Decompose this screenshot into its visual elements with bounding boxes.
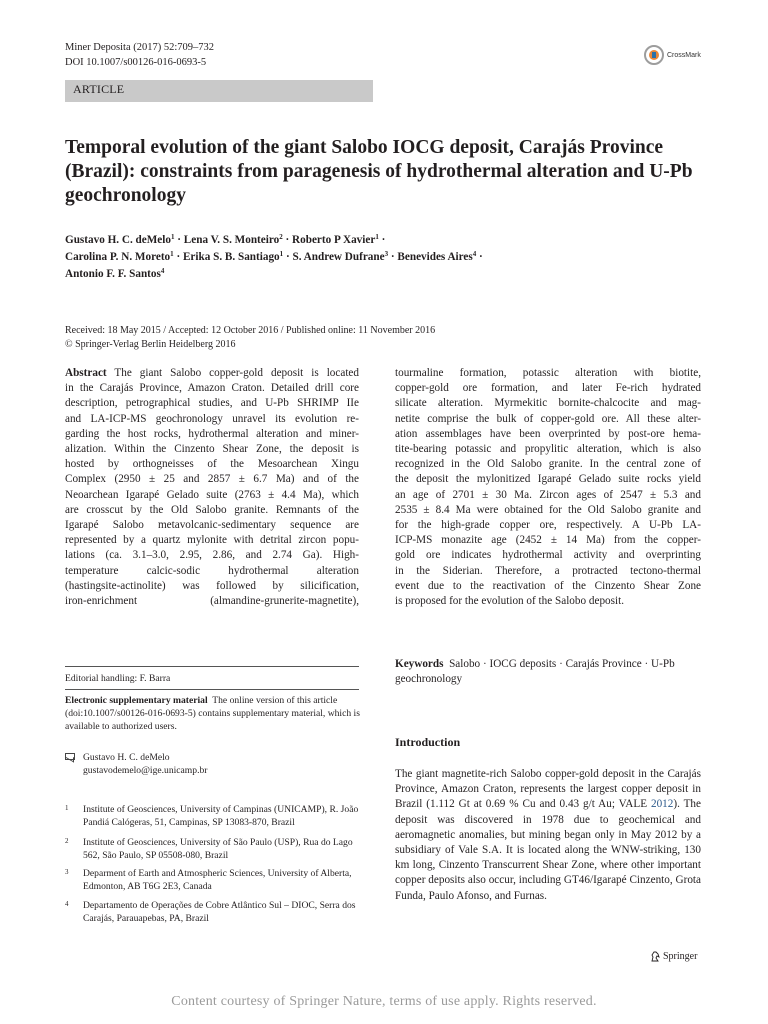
dates-line: Received: 18 May 2015 / Accepted: 12 October 2016 / Published online: 11 November 2016 xyxy=(65,325,436,336)
springer-horse-icon xyxy=(651,951,660,962)
abstract-line: in the Carajás Province, Amazon Craton. Detailed drill core xyxy=(65,382,359,395)
abstract-line: Igarapé Salobo metavolcanic-sedimentary sequence are xyxy=(65,519,359,532)
publisher-mark xyxy=(651,951,697,962)
affiliation: 1 Institute of Geosciences, University of Campinas (UNICAMP), R. João Pandiá Calógeras, 51, Campinas, SP 13083-870, Brazil xyxy=(65,804,359,828)
abstract-line: description, petrographical studies, and U-Pb SHRIMP IIe xyxy=(65,397,359,410)
article-type-label: ARTICLE xyxy=(73,82,125,96)
corresponding-author: Gustavo H. C. deMelo xyxy=(83,752,170,763)
abstract-line: in the Siderian. Therefore, a protracted tectono-thermal xyxy=(395,564,701,577)
abstract-line: iron-enrichment (almandine-grunerite-magnetite), xyxy=(65,595,359,608)
correspondence xyxy=(65,751,325,779)
abstract-line: 2535 ± 8.4 Ma were obtained for the Old Salobo granite and xyxy=(395,503,701,516)
author-email[interactable]: gustavodemelo@ige.unicamp.br xyxy=(83,765,208,776)
abstract-line: Neoarchean Igarapé Gelado suite (2763 ± 4.4 Ma), which xyxy=(65,488,359,501)
abstract-line: silicate alteration. Myrmekitic bornite-chalcocite and mag- xyxy=(395,397,701,410)
abstract-line: for the high-grade copper ore, respectively. A U-Pb LA- xyxy=(395,519,701,532)
section-heading-introduction: Introduction xyxy=(395,735,461,749)
abstract-line: tourmaline formation, potassic alteration with biotite, xyxy=(395,367,701,379)
abstract-line: an age of 2701 ± 30 Ma. Zircon ages of 2547 ± 5.3 and xyxy=(395,488,701,501)
introduction-paragraph: The giant magnetite-rich Salobo copper-gold deposit in the Carajás Province, Amazon Craton, represents the largest copper deposit in Brazil (1.112 Gt at 0.69 % Cu and 0.43 g/t Au; VALE 2012). The deposit was discovered in 1978 due to geochemical and aeromagnetic anomalies, but mining began only in May 2012 by a subsidiary of Vale S.A. It is located along the WNW-striking, 130 km long, Cinzento Transcurrent Shear Zone, where other important copper deposits also occur, including GT46/Igarapé Cinzento, Grota Funda, Paulo Afonso, and Furnas. xyxy=(395,768,701,902)
abstract-label: Abstract xyxy=(65,367,107,379)
abstract-line: gold ore indicates hydrothermal activity and overprinting xyxy=(395,549,701,562)
abstract-line: alization. Within the Cinzento Shear Zone, the deposit is xyxy=(65,443,359,456)
abstract-right-column xyxy=(395,366,701,609)
journal-line: Miner Deposita (2017) 52:709–732 xyxy=(65,42,215,53)
abstract-line: Abstract The giant Salobo copper-gold deposit is located xyxy=(65,367,359,379)
abstract-line: represented by a quartz mylonite with detrital zircon popu- xyxy=(65,534,359,547)
envelope-icon xyxy=(65,753,75,760)
abstract-line: and LA-ICP-MS geochronology unravel its evolution re- xyxy=(65,412,359,425)
crossmark-icon xyxy=(644,45,664,65)
author-list: Gustavo H. C. deMelo$^1$ · Lena V. S. Monteiro$^2$ · Roberto P Xavier$^1$ · Carolina P. N. Moreto$^1$ · Erika S. B. Santiago$^1$ · S. Andrew Dufrane$^3$ · Benevides Aires$^4$ · Antonio F. F. Santos$^4$ xyxy=(65,233,483,280)
affiliation: 2 Institute of Geosciences, University of São Paulo (USP), Rua do Lago 562, São Paulo, SP 05508-080, Brazil xyxy=(65,837,353,861)
author[interactable]: Benevides Aires$^4$ xyxy=(397,250,477,263)
crossmark-label: CrossMark xyxy=(667,51,701,59)
affiliation: 4 Departamento de Operações de Cobre Atlântico Sul – DIOC, Serra dos Carajás, Parauapebas, PA, Brazil xyxy=(65,900,356,924)
abstract-line: tite-bearing potassic and propylitic alteration, which is also xyxy=(395,443,701,456)
abstract-line: copper-gold ore formation, and later Fe-rich hydrated xyxy=(395,382,701,395)
author[interactable]: Carolina P. N. Moreto$^1$ xyxy=(65,250,174,263)
footnote-divider xyxy=(65,666,359,667)
abstract-line: ICP-MS monazite age (2452 ± 14 Ma) from the copper- xyxy=(395,534,701,547)
paper-title: Temporal evolution of the giant Salobo IOCG deposit, Carajás Province (Brazil): constraints from paragenesis of hydrothermal alteration and U-Pb geochronology xyxy=(65,137,693,206)
keywords-label: Keywords xyxy=(395,658,444,670)
abstract-left-column xyxy=(65,366,359,609)
abstract-line: are crosscut by the Old Salobo granite. Remnants of the xyxy=(65,503,359,516)
abstract-line: (hastingsite-actinolite) was followed by silicification, xyxy=(65,579,359,592)
abstract-line: lations (ca. 3.1–3.0, 2.95, 2.86, and 2.74 Ga). High- xyxy=(65,549,359,562)
abstract-line: netite comprise the bulk of copper-gold ore. All these alter- xyxy=(395,412,701,425)
author[interactable]: Antonio F. F. Santos$^4$ xyxy=(65,267,165,280)
abstract-line: garding the host rocks, hydrothermal alteration and miner- xyxy=(65,427,359,440)
esm-label: Electronic supplementary material xyxy=(65,695,208,706)
author[interactable]: Erika S. B. Santiago$^1$ xyxy=(182,250,284,263)
editorial-handling: Editorial handling: F. Barra xyxy=(65,673,171,684)
doi-line: DOI 10.1007/s00126-016-0693-5 xyxy=(65,57,207,68)
abstract-line: event due to the reactivation of the Cinzento Shear Zone xyxy=(395,579,701,592)
abstract-line: Complex (2950 ± 25 and 2857 ± 6.7 Ma) and of the xyxy=(65,473,359,486)
author[interactable]: Lena V. S. Monteiro$^2$ xyxy=(183,233,283,246)
copyright-line: © Springer-Verlag Berlin Heidelberg 2016 xyxy=(65,339,236,350)
publisher-name: Springer xyxy=(663,951,698,962)
abstract-line: recognized in the Old Salobo granite. In the central zone of xyxy=(395,458,701,471)
journal-citation xyxy=(65,40,214,70)
abstract-line: temperature calcic-sodic hydrothermal alteration xyxy=(65,564,359,577)
author[interactable]: S. Andrew Dufrane$^3$ xyxy=(292,250,389,263)
keywords xyxy=(395,657,701,687)
footnote-divider xyxy=(65,689,359,690)
author[interactable]: Gustavo H. C. deMelo$^1$ xyxy=(65,233,175,246)
abstract-line: the deposit the mylonitized Igarapé Gelado suite rocks yield xyxy=(395,473,701,486)
publication-dates xyxy=(65,324,435,352)
crossmark-badge[interactable] xyxy=(644,44,701,66)
affiliation: 3 Deparment of Earth and Atmospheric Sciences, University of Alberta, Edmonton, AB T6G 2E3, Canada xyxy=(65,868,352,892)
abstract-line: hosted by orthogneisses of the Mesoarchean Xingu xyxy=(65,458,359,471)
article-type-bar xyxy=(65,80,373,102)
author[interactable]: Roberto P Xavier$^1$ xyxy=(292,233,379,246)
abstract-line: ation assemblages have been overprinted by post-ore hema- xyxy=(395,427,701,440)
keywords-text: Salobo · IOCG deposits · Carajás Province · U-Pb geochronology xyxy=(395,658,675,686)
citation-link[interactable]: 2012 xyxy=(650,798,674,811)
supplementary-note: Electronic supplementary material The online version of this article (doi:10.1007/s00126-016-0693-5) contains supplementary material, which is available to authorized users. xyxy=(65,695,360,732)
rights-footer: Content courtesy of Springer Nature, terms of use apply. Rights reserved. xyxy=(171,994,597,1009)
abstract-line: is proposed for the evolution of the Salobo deposit. xyxy=(395,595,624,608)
